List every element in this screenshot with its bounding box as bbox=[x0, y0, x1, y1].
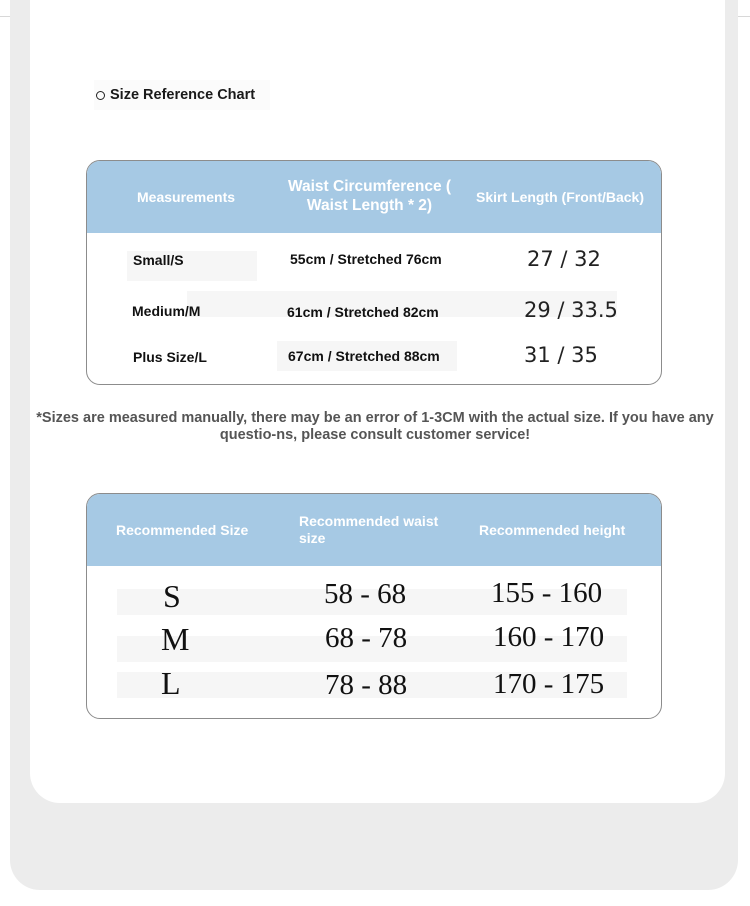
header-skirt-length: Skirt Length (Front/Back) bbox=[476, 188, 645, 205]
header-waist-circumference: Waist Circumference ( Waist Length * 2) bbox=[287, 178, 452, 214]
measurement-note: *Sizes are measured manually, there may be an error of 1-3CM with the actual size. If you have any questio-ns, please consult customer service! bbox=[36, 410, 714, 443]
table-cell-length: 29 / 33.5 bbox=[524, 298, 618, 322]
table-cell-size: S bbox=[163, 578, 181, 614]
table-cell-waist: 58 - 68 bbox=[324, 578, 407, 610]
table-cell-size: Plus Size/L bbox=[133, 349, 207, 365]
section-title-text: Size Reference Chart bbox=[110, 87, 256, 103]
table-header bbox=[87, 494, 661, 566]
table-cell-height: 160 - 170 bbox=[493, 621, 605, 653]
header-measurements: Measurements bbox=[137, 188, 236, 205]
header-recommended-height: Recommended height bbox=[479, 521, 626, 538]
table-cell-height: 170 - 175 bbox=[493, 668, 605, 700]
table-cell-length: 27 / 32 bbox=[527, 247, 601, 271]
table-cell-waist: 67cm / Stretched 88cm bbox=[288, 348, 440, 364]
table-cell-size: M bbox=[161, 621, 190, 657]
table-cell-waist: 61cm / Stretched 82cm bbox=[287, 304, 439, 320]
table-cell-waist: 55cm / Stretched 76cm bbox=[290, 251, 442, 267]
table-cell-size: L bbox=[161, 665, 181, 701]
table-header bbox=[87, 161, 661, 233]
table-cell-height: 155 - 160 bbox=[491, 577, 603, 609]
circle-bullet-icon bbox=[96, 91, 105, 100]
size-reference-table bbox=[86, 160, 662, 385]
table-cell-size: Small/S bbox=[133, 252, 184, 268]
table-cell-length: 31 / 35 bbox=[524, 343, 598, 367]
header-recommended-waist: Recommended waist size bbox=[299, 513, 439, 546]
table-cell-waist: 78 - 88 bbox=[325, 669, 408, 701]
recommended-size-table bbox=[86, 493, 662, 719]
header-recommended-size: Recommended Size bbox=[116, 521, 249, 538]
table-cell-waist: 68 - 78 bbox=[325, 622, 408, 654]
section-title bbox=[94, 80, 270, 110]
table-cell-size: Medium/M bbox=[132, 303, 201, 319]
